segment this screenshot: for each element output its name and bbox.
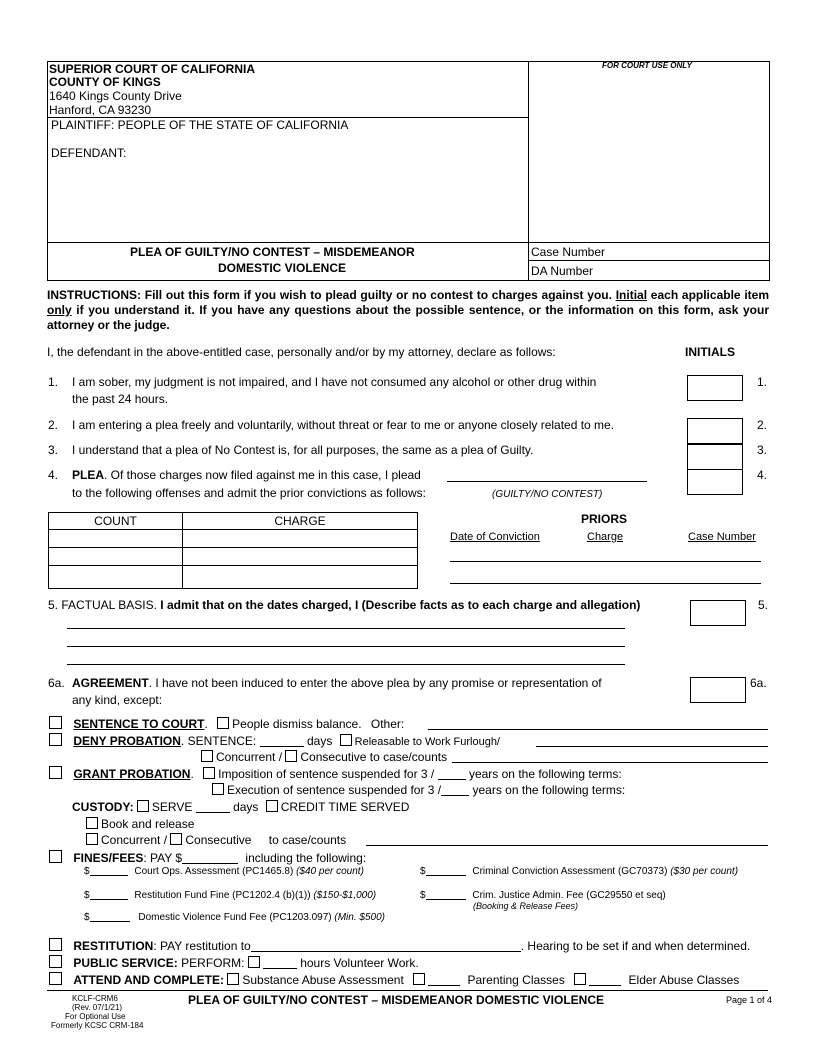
item4-text: . Of those charges now filed against me in this case, I plead: [104, 468, 421, 482]
restitution-text: : PAY restitution to: [153, 939, 251, 953]
item5-text: [48, 598, 640, 612]
custody-consecutive: Consecutive: [185, 833, 252, 847]
item1-text1: I am sober, my judgment is not impaired, and I have not consumed any alcohol or other drug within: [72, 375, 597, 389]
public-service-checkbox[interactable]: [49, 955, 62, 968]
credit-checkbox[interactable]: [266, 800, 278, 812]
restitution-fund-amount: ($150-$1,000): [313, 890, 377, 901]
admin-label: Crim. Justice Admin. Fee (GC29550 et seq): [472, 890, 666, 901]
plea-field[interactable]: [447, 481, 647, 482]
custody-concurrent-checkbox[interactable]: [86, 833, 98, 845]
factual-basis-line-3[interactable]: [67, 664, 625, 665]
item6a-text1: [72, 676, 602, 690]
execution-label: Execution of sentence suspended for 3 /: [227, 783, 442, 797]
charge-header: CHARGE: [183, 513, 418, 530]
item2-text: I am entering a plea freely and voluntarily, without threat or fear to me or anyone closely related to me.: [72, 418, 615, 432]
court-county: COUNTY OF KINGS: [49, 75, 161, 89]
serve-checkbox[interactable]: [137, 800, 149, 812]
declaration-text: I, the defendant in the above-entitled case, personally and/or by my attorney, declare as follows:: [47, 345, 556, 359]
dv-row: [84, 912, 385, 923]
item5-bold: I admit that on the dates charged, I (Describe facts as to each charge and allegation): [160, 598, 641, 612]
instructions-part3: if you understand it. If you have any questions about the possible sentence, or the information on this form, ask your attorney or the judge.: [47, 303, 769, 332]
imposition-label: Imposition of sentence suspended for 3 /: [218, 767, 435, 781]
custody-row: [72, 800, 409, 814]
parenting-field[interactable]: [428, 974, 460, 986]
execution-terms: years on the following terms:: [472, 783, 626, 797]
footer-page: Page 1 of 4: [726, 995, 773, 1005]
form-title-line1: PLEA OF GUILTY/NO CONTEST – MISDEMEANOR: [130, 245, 415, 259]
releasable-label: Releasable to Work Furlough/: [354, 736, 500, 748]
dismiss-label: People dismiss balance.: [232, 717, 362, 731]
custody-to-case: to case/counts: [268, 833, 347, 847]
public-service-perform: PERFORM:: [181, 956, 245, 970]
item2-right-number: 2.: [757, 418, 768, 432]
dismiss-checkbox[interactable]: [217, 717, 229, 729]
execution-years-field[interactable]: [441, 784, 469, 796]
da-number-label: DA Number: [531, 264, 594, 278]
item1-initials-box[interactable]: [687, 375, 743, 401]
factual-basis-line-2[interactable]: [67, 646, 625, 647]
court-address-1: 1640 Kings County Drive: [49, 89, 182, 103]
imposition-terms: years on the following terms:: [468, 767, 622, 781]
restitution-fund-field[interactable]: [90, 890, 128, 900]
deny-row: [49, 733, 500, 748]
criminal-label: Criminal Conviction Assessment (GC70373): [472, 866, 668, 877]
deny-days: days: [306, 734, 333, 748]
item6a-label: AGREEMENT: [72, 676, 149, 690]
table-row: [49, 548, 418, 566]
count-cell[interactable]: [49, 530, 183, 548]
form-title-line2: DOMESTIC VIOLENCE: [218, 261, 347, 275]
case-number-label: Case Number: [531, 245, 606, 259]
item5-right-number: 5.: [758, 598, 769, 612]
item4-initials-box[interactable]: [687, 469, 743, 495]
imposition-years-field[interactable]: [438, 768, 466, 780]
item3-right-number: 3.: [757, 443, 768, 457]
attend-checkbox[interactable]: [49, 972, 62, 985]
criminal-amount: ($30 per count): [670, 866, 739, 877]
admin-sub: (Booking & Release Fees): [473, 901, 579, 911]
instructions: [47, 288, 769, 333]
item4-text2: to the following offenses and admit the prior convictions as follows:: [72, 486, 426, 500]
item2-number: 2.: [48, 418, 59, 432]
footer-rev: (Rev. 07/1/21): [72, 1003, 123, 1012]
item4-text1: [72, 468, 421, 482]
execution-row: [212, 783, 625, 797]
item6a-text2: any kind, except:: [72, 693, 163, 707]
custody-concurrent-row: [86, 833, 346, 847]
count-cell[interactable]: [49, 566, 183, 589]
criminal-amount-field[interactable]: [426, 866, 466, 876]
attend-row: [49, 972, 739, 987]
custody-concurrent: Concurrent /: [101, 833, 168, 847]
initials-header: INITIALS: [685, 345, 735, 359]
restitution-checkbox[interactable]: [49, 938, 62, 951]
serve-days-field[interactable]: [196, 801, 230, 813]
deny-label: DENY PROBATION: [73, 734, 181, 748]
dv-label: Domestic Violence Fund Fee (PC1203.097): [138, 912, 332, 923]
charge-cell[interactable]: [183, 530, 418, 548]
parenting-label: Parenting Classes: [467, 973, 565, 987]
custody-case-field[interactable]: [366, 845, 768, 846]
book-label: Book and release: [101, 817, 195, 831]
admin-row: [420, 890, 666, 901]
releasable-field[interactable]: [536, 746, 768, 747]
charge-cell[interactable]: [183, 566, 418, 589]
elder-label: Elder Abuse Classes: [628, 973, 740, 987]
plaintiff-label: PLAINTIFF: PEOPLE OF THE STATE OF CALIFORNIA: [51, 118, 349, 132]
releasable-checkbox[interactable]: [340, 734, 352, 746]
ops-amount-field[interactable]: [90, 866, 128, 876]
book-row: [86, 817, 194, 831]
ops-row: [84, 866, 364, 877]
deny-consecutive: Consecutive to case/counts: [300, 750, 448, 764]
count-header: COUNT: [49, 513, 183, 530]
charges-table: [48, 512, 418, 589]
book-checkbox[interactable]: [86, 817, 98, 829]
dv-dollar: $: [84, 912, 90, 923]
priors-charge-header: Charge: [587, 531, 624, 543]
instructions-label: INSTRUCTIONS:: [47, 288, 141, 302]
deny-sentence: . SENTENCE:: [180, 734, 257, 748]
instructions-part1: Fill out this form if you wish to plead guilty or no contest to charges against you.: [144, 288, 612, 302]
fines-pay: : PAY $: [143, 851, 183, 865]
restitution-hearing: . Hearing to be set if and when determined.: [520, 939, 751, 953]
restitution-label: RESTITUTION: [73, 939, 154, 953]
count-cell[interactable]: [49, 548, 183, 566]
item1-number: 1.: [48, 375, 59, 389]
item6a-right-number: 6a.: [750, 676, 767, 690]
ops-amount: ($40 per count): [296, 866, 364, 877]
fines-label: FINES/FEES: [73, 851, 144, 865]
other-field[interactable]: [428, 729, 768, 730]
execution-checkbox[interactable]: [212, 783, 224, 795]
public-service-hours-checkbox[interactable]: [248, 956, 260, 968]
serve-label: SERVE: [151, 800, 193, 814]
item2-initials-box[interactable]: [687, 418, 743, 444]
restitution-fund-dollar: $: [84, 890, 90, 901]
substance-label: Substance Abuse Assessment: [242, 973, 404, 987]
credit-label: CREDIT TIME SERVED: [280, 800, 410, 814]
deny-concurrent: Concurrent /: [216, 750, 283, 764]
court-use-label: FOR COURT USE ONLY: [602, 61, 692, 70]
table-header-row: [49, 513, 418, 530]
attend-label: ATTEND AND COMPLETE:: [73, 973, 224, 987]
priors-line-2[interactable]: [450, 583, 761, 584]
custody-consecutive-checkbox[interactable]: [170, 833, 182, 845]
instructions-only: only: [47, 303, 72, 317]
item6a-text: . I have not been induced to enter the above plea by any promise or representation of: [148, 676, 602, 690]
elder-field[interactable]: [589, 974, 621, 986]
grant-row: GRANT PROBATION. Imposition of sentence suspended for 3 / years on the following terms:: [49, 766, 622, 781]
ops-dollar: $: [84, 866, 90, 877]
footer-divider: [47, 990, 768, 991]
item1-right-number: 1.: [757, 375, 768, 389]
item1-text2: the past 24 hours.: [72, 392, 169, 406]
serve-days: days: [233, 800, 259, 814]
custody-label: CUSTODY:: [72, 800, 134, 814]
fines-including: including the following:: [245, 851, 367, 865]
public-service-label: PUBLIC SERVICE:: [73, 956, 178, 970]
other-label: Other:: [370, 717, 405, 731]
criminal-row: [420, 866, 738, 877]
parenting-checkbox[interactable]: [413, 973, 425, 985]
defendant-label: DEFENDANT:: [51, 146, 127, 160]
instructions-part2: each applicable item: [650, 288, 769, 302]
restitution-fund-row: [84, 890, 376, 901]
dv-amount-field[interactable]: [90, 912, 130, 922]
instructions-initial: Initial: [615, 288, 648, 302]
admin-amount-field[interactable]: [426, 890, 466, 900]
restitution-fund-label: Restitution Fund Fine (PC1202.4 (b)(1)): [134, 890, 311, 901]
fines-checkbox[interactable]: [49, 850, 62, 863]
table-row: [49, 566, 418, 589]
priors-date-header: Date of Conviction: [450, 531, 540, 543]
court-address-2: Hanford, CA 93230: [49, 103, 152, 117]
public-service-row: [49, 955, 419, 970]
restitution-row: [49, 938, 750, 953]
deny-concurrent-checkbox[interactable]: [201, 750, 213, 762]
deny-days-field[interactable]: [260, 735, 304, 747]
criminal-dollar: $: [420, 866, 426, 877]
dv-amount: (Min. $500): [334, 912, 385, 923]
ops-label: Court Ops. Assessment (PC1465.8): [134, 866, 294, 877]
charge-cell[interactable]: [183, 548, 418, 566]
item4-right-number: 4.: [757, 468, 768, 482]
court-use-box: [528, 61, 770, 244]
factual-basis-line-1[interactable]: [67, 628, 625, 629]
footer-title: PLEA OF GUILTY/NO CONTEST – MISDEMEANOR DOMESTIC VIOLENCE: [188, 993, 605, 1007]
grant-label: GRANT PROBATION: [73, 767, 191, 781]
item5-label: 5. FACTUAL BASIS.: [48, 598, 157, 612]
admin-dollar: $: [420, 890, 426, 901]
priors-line-1[interactable]: [450, 561, 761, 562]
priors-case-header: Case Number: [688, 531, 756, 543]
deny-consecutive-checkbox[interactable]: [285, 750, 297, 762]
table-row: [49, 530, 418, 548]
footer-formerly: Formerly KCSC CRM-184: [51, 1021, 144, 1030]
deny-checkbox[interactable]: [49, 733, 62, 746]
item4-number: 4.: [48, 468, 59, 482]
priors-title: PRIORS: [581, 512, 628, 526]
public-service-hours-field[interactable]: [263, 957, 297, 969]
footer-optional: For Optional Use: [65, 1012, 126, 1021]
sentence-checkbox[interactable]: [49, 716, 62, 729]
footer-code: KCLF-CRM6: [72, 994, 118, 1003]
item3-initials-box[interactable]: [687, 444, 743, 470]
public-service-hours: hours Volunteer Work.: [300, 956, 419, 970]
deny-case-field[interactable]: [452, 762, 768, 763]
deny-concurrent-row: [201, 750, 447, 764]
item4-label: PLEA: [72, 468, 105, 482]
restitution-to-field[interactable]: [251, 940, 521, 952]
sentence-row: SENTENCE TO COURT. People dismiss balance. Other:: [49, 716, 404, 731]
sentence-label: SENTENCE TO COURT: [73, 717, 205, 731]
item3-text: I understand that a plea of No Contest is, for all purposes, the same as a plea of Guilty.: [72, 443, 534, 457]
court-name: SUPERIOR COURT OF CALIFORNIA: [49, 62, 255, 76]
item6a-number: 6a.: [48, 676, 65, 690]
item5-initials-box[interactable]: [690, 600, 746, 626]
item6a-initials-box[interactable]: [690, 677, 746, 703]
grant-checkbox[interactable]: [49, 766, 62, 779]
item3-number: 3.: [48, 443, 59, 457]
plea-hint: (GUILTY/NO CONTEST): [492, 489, 603, 500]
imposition-checkbox[interactable]: [203, 767, 215, 779]
substance-checkbox[interactable]: [227, 973, 239, 985]
elder-checkbox[interactable]: [574, 973, 586, 985]
fines-row: [49, 850, 366, 865]
fines-amount-field[interactable]: [182, 852, 238, 864]
